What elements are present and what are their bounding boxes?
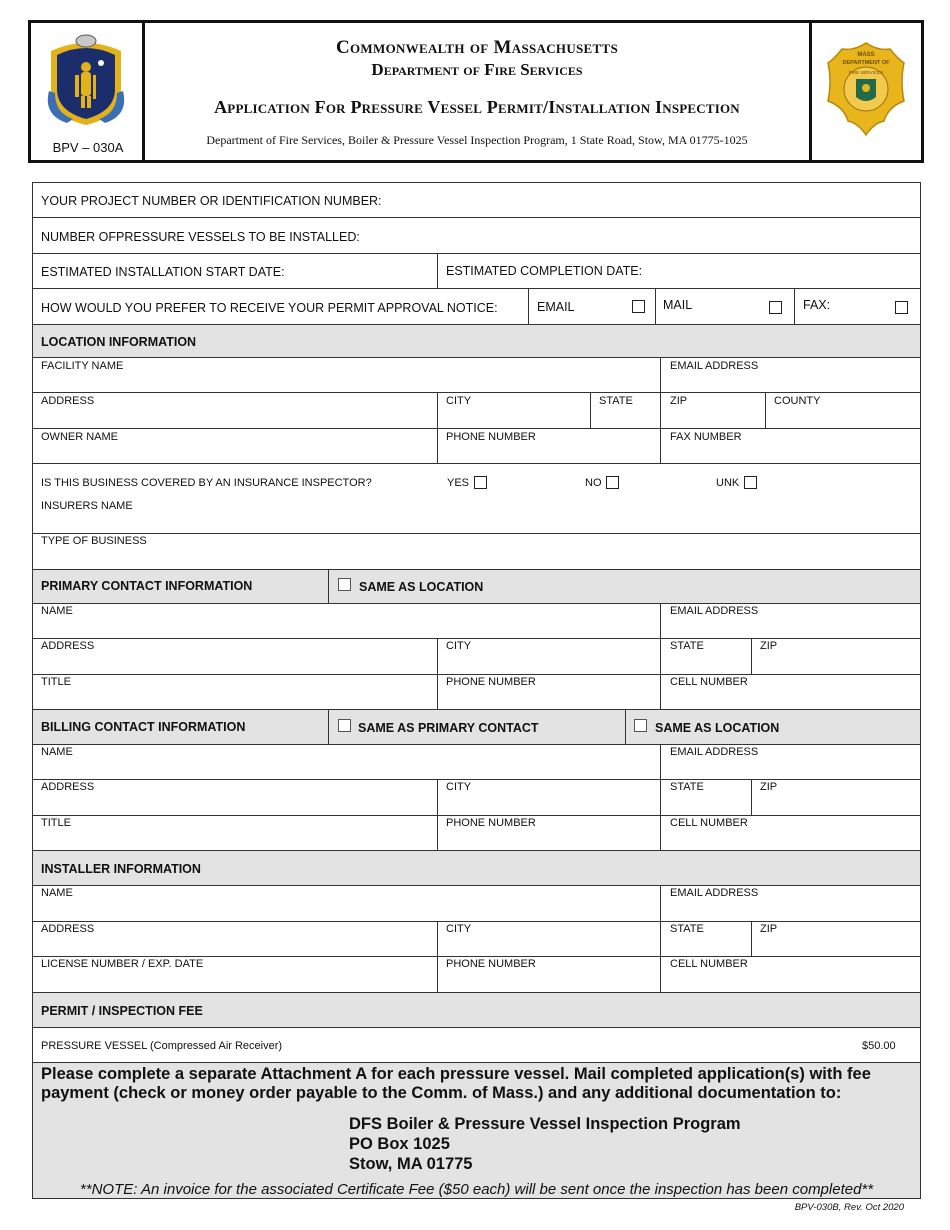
divider xyxy=(437,922,438,956)
business-type-row xyxy=(33,534,920,570)
fee-item-amount: $50.00 xyxy=(862,1040,896,1052)
badge-text-mid: DEPARTMENT OF xyxy=(842,60,890,66)
divider xyxy=(437,957,438,992)
billing-section-title: BILLING CONTACT INFORMATION xyxy=(41,720,246,734)
divider xyxy=(655,289,656,324)
primary-row-3 xyxy=(33,675,920,710)
divider xyxy=(437,429,438,463)
installer-state-label[interactable]: STATE xyxy=(670,923,704,935)
form-id: BPV – 030A xyxy=(52,140,124,155)
completion-date-label: ESTIMATED COMPLETION DATE: xyxy=(446,264,643,278)
insurance-unk-label: UNK xyxy=(716,477,740,489)
email-option-label: EMAIL xyxy=(537,300,575,314)
divider xyxy=(660,745,661,779)
mail-option-label: MAIL xyxy=(663,298,693,312)
location-zip-label[interactable]: ZIP xyxy=(670,395,688,407)
fire-services-badge-icon xyxy=(826,41,906,137)
billing-same-as-location-label: SAME AS LOCATION xyxy=(655,721,780,735)
revision-label: BPV-030B, Rev. Oct 2020 xyxy=(794,1202,904,1213)
primary-name-label[interactable]: NAME xyxy=(41,605,73,617)
business-type-label[interactable]: TYPE OF BUSINESS xyxy=(41,535,147,547)
primary-phone-label[interactable]: PHONE NUMBER xyxy=(446,676,536,688)
primary-row-1 xyxy=(33,604,920,639)
billing-phone-label[interactable]: PHONE NUMBER xyxy=(446,817,536,829)
instructions-text: Please complete a separate Attachment A for each pressure vessel. Mail completed application(s) with fee payment (check or money order payable to the Comm. of Mass.) and any additional documentation to: xyxy=(41,1065,871,1102)
primary-city-label[interactable]: CITY xyxy=(446,640,472,652)
mail-checkbox[interactable] xyxy=(769,301,782,314)
billing-address-label[interactable]: ADDRESS xyxy=(41,781,95,793)
divider xyxy=(660,604,661,638)
installer-cell-label[interactable]: CELL NUMBER xyxy=(670,958,748,970)
primary-section-header xyxy=(33,570,920,604)
project-number-row[interactable] xyxy=(33,183,920,218)
location-row-3 xyxy=(33,429,920,464)
fee-row xyxy=(33,1028,920,1063)
billing-row-1 xyxy=(33,745,920,780)
installer-row-3 xyxy=(33,957,920,993)
instructions-block xyxy=(33,1063,920,1198)
insurance-row xyxy=(33,464,920,499)
vessel-count-label: NUMBER OFPRESSURE VESSELS TO BE INSTALLED: xyxy=(41,230,360,244)
insurance-yes-label: YES xyxy=(447,477,470,489)
primary-state-label[interactable]: STATE xyxy=(670,640,704,652)
primary-zip-label[interactable]: ZIP xyxy=(760,640,778,652)
divider xyxy=(437,675,438,709)
fee-section-header xyxy=(33,993,920,1028)
billing-zip-label[interactable]: ZIP xyxy=(760,781,778,793)
divider xyxy=(625,710,626,744)
divider xyxy=(437,816,438,850)
divider xyxy=(437,780,438,815)
divider xyxy=(660,922,661,956)
fee-section-title: PERMIT / INSPECTION FEE xyxy=(41,1004,203,1018)
billing-email-label[interactable]: EMAIL ADDRESS xyxy=(670,746,759,758)
billing-cell-label[interactable]: CELL NUMBER xyxy=(670,817,748,829)
billing-section-header xyxy=(33,710,920,745)
massachusetts-seal-icon xyxy=(43,31,129,127)
billing-state-label[interactable]: STATE xyxy=(670,781,704,793)
divider xyxy=(765,393,766,428)
billing-name-label[interactable]: NAME xyxy=(41,746,73,758)
divider xyxy=(751,780,752,815)
billing-row-3 xyxy=(33,816,920,851)
divider xyxy=(751,922,752,956)
installer-name-label[interactable]: NAME xyxy=(41,887,73,899)
header-center xyxy=(148,23,806,160)
divider xyxy=(590,393,591,428)
insurance-no-checkbox[interactable] xyxy=(606,476,619,489)
primary-section-title: PRIMARY CONTACT INFORMATION xyxy=(41,579,253,593)
billing-title-label[interactable]: TITLE xyxy=(41,817,71,829)
divider xyxy=(437,393,438,428)
notice-label: HOW WOULD YOU PREFER TO RECEIVE YOUR PERMIT APPROVAL NOTICE: xyxy=(41,301,498,315)
location-phone-label[interactable]: PHONE NUMBER xyxy=(446,431,536,443)
location-section-header xyxy=(33,325,920,358)
installer-row-2 xyxy=(33,922,920,957)
installer-address-label[interactable]: ADDRESS xyxy=(41,923,95,935)
installer-license-label[interactable]: LICENSE NUMBER / EXP. DATE xyxy=(41,958,204,970)
header-left-panel xyxy=(31,23,145,160)
divider xyxy=(660,886,661,921)
divider xyxy=(794,289,795,324)
primary-same-as-location-label: SAME AS LOCATION xyxy=(359,580,484,594)
divider xyxy=(751,639,752,674)
page-title: Application For Pressure Vessel Permit/Installation Inspection xyxy=(214,97,740,117)
start-date-label: ESTIMATED INSTALLATION START DATE: xyxy=(41,265,285,279)
facility-name-label[interactable]: FACILITY NAME xyxy=(41,360,124,372)
header-title-commonwealth: Commonwealth of Massachusetts xyxy=(336,37,618,58)
insurance-yes-checkbox[interactable] xyxy=(474,476,487,489)
location-address-label[interactable]: ADDRESS xyxy=(41,395,95,407)
divider xyxy=(660,429,661,463)
installer-section-header xyxy=(33,851,920,886)
divider xyxy=(328,710,329,744)
billing-same-as-primary-label: SAME AS PRIMARY CONTACT xyxy=(358,721,539,735)
installer-phone-label[interactable]: PHONE NUMBER xyxy=(446,958,536,970)
mailing-address-line-3: Stow, MA 01775 xyxy=(349,1155,473,1173)
vessel-count-row[interactable] xyxy=(33,218,920,254)
mailing-address xyxy=(349,1114,741,1174)
location-state-label[interactable]: STATE xyxy=(599,395,633,407)
mailing-address-line-2: PO Box 1025 xyxy=(349,1135,450,1153)
installer-city-label[interactable]: CITY xyxy=(446,923,472,935)
divider xyxy=(660,358,661,392)
divider xyxy=(660,393,661,428)
location-city-label[interactable]: CITY xyxy=(446,395,472,407)
location-section-title: LOCATION INFORMATION xyxy=(41,335,197,349)
billing-same-as-primary-checkbox[interactable] xyxy=(338,719,351,732)
primary-address-label[interactable]: ADDRESS xyxy=(41,640,95,652)
mailing-address-line-1: DFS Boiler & Pressure Vessel Inspection Program xyxy=(349,1115,741,1133)
billing-city-label[interactable]: CITY xyxy=(446,781,472,793)
divider xyxy=(437,254,438,288)
installer-row-1 xyxy=(33,886,920,922)
billing-row-2 xyxy=(33,780,920,816)
location-row-1 xyxy=(33,358,920,393)
header-right-panel xyxy=(809,23,921,160)
project-number-label: YOUR PROJECT NUMBER OR IDENTIFICATION NUMBER: xyxy=(41,194,382,208)
dates-row xyxy=(33,254,920,289)
location-email-label[interactable]: EMAIL ADDRESS xyxy=(670,360,759,372)
installer-email-label[interactable]: EMAIL ADDRESS xyxy=(670,887,759,899)
insurers-name-label[interactable]: INSURERS NAME xyxy=(41,500,133,512)
primary-email-label[interactable]: EMAIL ADDRESS xyxy=(670,605,759,617)
primary-cell-label[interactable]: CELL NUMBER xyxy=(670,676,748,688)
divider xyxy=(660,780,661,815)
divider xyxy=(328,570,329,603)
location-fax-label[interactable]: FAX NUMBER xyxy=(670,431,742,443)
header-title-department: Department of Fire Services xyxy=(371,60,583,79)
invoice-note: **NOTE: An invoice for the associated Certificate Fee ($50 each) will be sent once the inspection has been completed** xyxy=(79,1181,874,1198)
divider xyxy=(660,675,661,709)
badge-text-low: FIRE SERVICES xyxy=(848,70,884,75)
email-checkbox[interactable] xyxy=(632,300,645,313)
badge-text-top: MASS xyxy=(857,52,875,58)
fee-item-label: PRESSURE VESSEL (Compressed Air Receiver) xyxy=(41,1040,283,1052)
divider xyxy=(528,289,529,324)
installer-zip-label[interactable]: ZIP xyxy=(760,923,778,935)
location-row-2 xyxy=(33,393,920,429)
fax-checkbox[interactable] xyxy=(895,301,908,314)
location-county-label[interactable]: COUNTY xyxy=(774,395,821,407)
divider xyxy=(660,957,661,992)
notice-row xyxy=(33,289,920,325)
insurers-row xyxy=(33,499,920,534)
primary-title-label[interactable]: TITLE xyxy=(41,676,71,688)
divider xyxy=(660,816,661,850)
fax-option-label: FAX: xyxy=(803,298,831,312)
application-form xyxy=(32,182,921,1199)
installer-section-title: INSTALLER INFORMATION xyxy=(41,862,201,876)
primary-same-as-location-checkbox[interactable] xyxy=(338,578,351,591)
insurance-unk-checkbox[interactable] xyxy=(744,476,757,489)
owner-name-label[interactable]: OWNER NAME xyxy=(41,431,118,443)
form-header xyxy=(28,20,924,163)
divider xyxy=(437,639,438,674)
billing-same-as-location-checkbox[interactable] xyxy=(634,719,647,732)
insurance-question-label: IS THIS BUSINESS COVERED BY AN INSURANCE INSPECTOR? xyxy=(41,477,372,489)
insurance-no-label: NO xyxy=(585,477,602,489)
primary-row-2 xyxy=(33,639,920,675)
header-address: Department of Fire Services, Boiler & Pressure Vessel Inspection Program, 1 State Road, Stow, MA 01775-1025 xyxy=(206,133,748,147)
divider xyxy=(660,639,661,674)
